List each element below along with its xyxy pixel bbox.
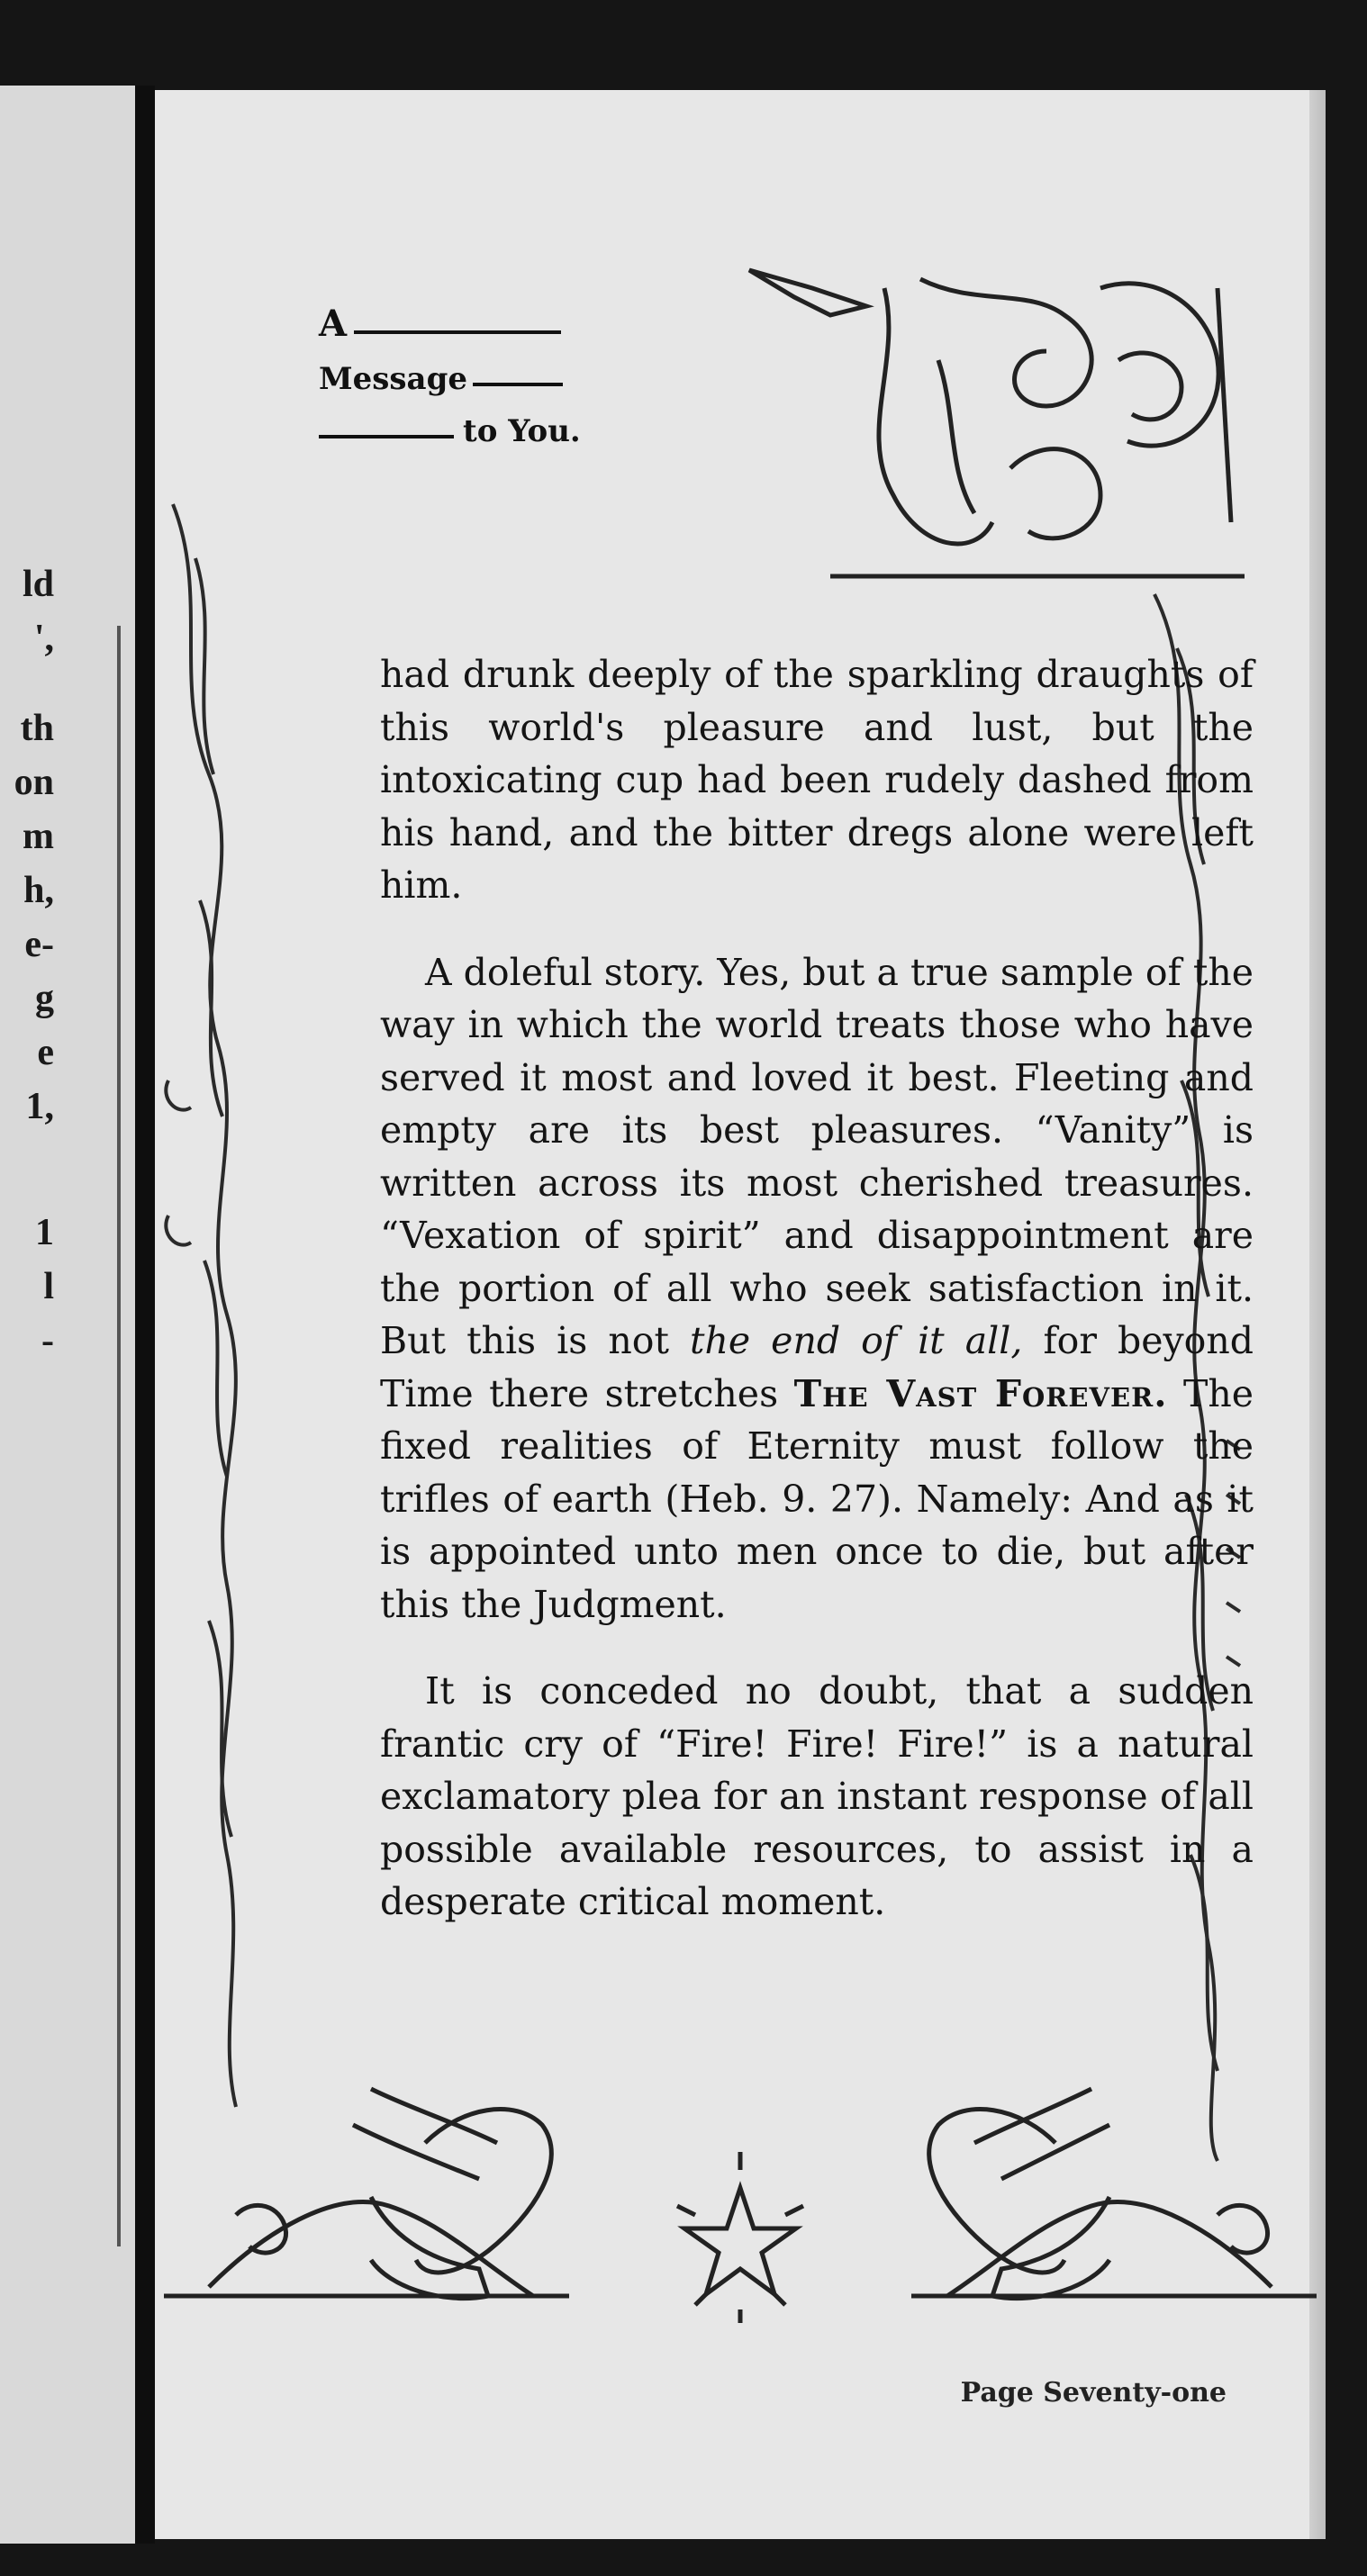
facing-page-fragment: ld (22, 564, 54, 605)
facing-page-fragment: th (20, 708, 54, 749)
facing-page-fragment: - (41, 1320, 54, 1361)
heading-word-message: Message (319, 361, 467, 397)
facing-page-fragment: m (23, 816, 54, 857)
paragraph-1: had drunk deeply of the sparkling draughts of this world's pleasure and lust, but the intoxicating cup had been rudely dashed from his hand, and the bitter dregs alone were left him. (380, 653, 1254, 907)
facing-page-fragment: 1 (35, 1212, 54, 1253)
page-number: Page Seventy-one (960, 2377, 1227, 2409)
heading-line-2 (319, 345, 607, 397)
heading-rule (354, 330, 561, 334)
paragraph-3: It is conceded no doubt, that a sudden frantic cry of “Fire! Fire! Fire!” is a natural exclamatory plea for an instant response of all possible available resources, to assist in a desperate critical moment. (380, 1669, 1254, 1923)
paragraph-2-part-b: for beyond Time there stretches (380, 1319, 1254, 1415)
facing-page-fragment: e (37, 1032, 54, 1073)
facing-page-fragment: e- (24, 924, 54, 965)
heading-word-to-you: to You. (463, 413, 581, 449)
facing-page (0, 86, 135, 2544)
paragraph-2 (380, 946, 1254, 1631)
book-page (155, 90, 1326, 2539)
facing-page-fragment: l (43, 1266, 54, 1307)
heading-line-1 (319, 293, 607, 345)
facing-page-fragment: g (35, 978, 54, 1019)
facing-page-fragment: h, (23, 870, 54, 911)
facing-page-fragment: 1, (25, 1086, 54, 1127)
heading-word-a: A (319, 303, 348, 345)
heading-line-3 (319, 397, 607, 449)
message-heading (319, 293, 607, 449)
body-text (380, 648, 1254, 1963)
book-spine (135, 86, 155, 2544)
bottom-ornament (155, 2053, 1326, 2323)
facing-page-fragment: ', (33, 618, 54, 659)
paragraph-2-part-c: The fixed realities of Eternity must follow the trifles of earth (Heb. 9. 27). Namely: And as it is appointed unto men once to die, but after this the Judgment. (380, 1371, 1254, 1626)
facing-page-border (81, 626, 121, 2246)
corner-ornament (740, 252, 1254, 612)
heading-rule (473, 383, 563, 386)
facing-page-fragment: on (14, 762, 54, 803)
paragraph-2-italic: the end of it all, (689, 1319, 1023, 1362)
paragraph-2-smallcaps: The Vast Forever. (793, 1371, 1168, 1415)
heading-rule (319, 435, 454, 438)
paragraph-2-part-a: A doleful story. Yes, but a true sample of the way in which the world treats those who have served it most and loved it best. Fleeting and empty are its best pleasures. “Vanity” is written across its most cherished treasures. “Vexation of spirit” and disappointment are the portion of all who seek satisfaction in it. But this is not (380, 950, 1254, 1362)
